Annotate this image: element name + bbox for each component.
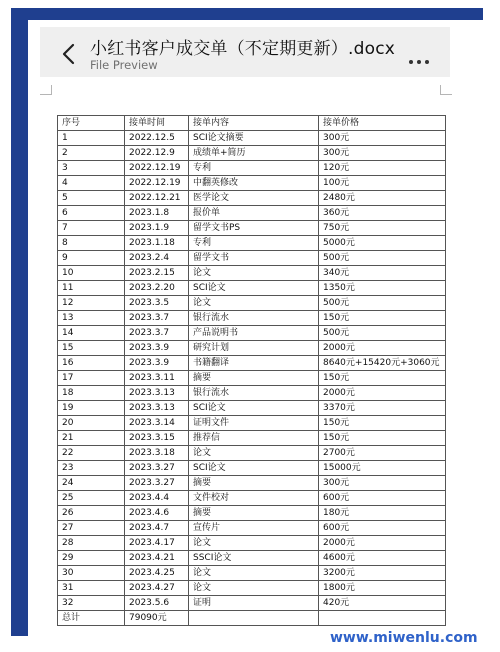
table-cell: 2000元: [319, 341, 446, 356]
table-cell: 26: [58, 506, 125, 521]
table-cell: 420元: [319, 596, 446, 611]
table-cell: 2000元: [319, 536, 446, 551]
table-cell: 120元: [319, 161, 446, 176]
table-row: [58, 521, 446, 536]
table-cell: 750元: [319, 221, 446, 236]
total-value: 79090元: [125, 611, 189, 626]
table-cell: 研究计划: [189, 341, 319, 356]
table-cell: 摘要: [189, 371, 319, 386]
table-cell: 1350元: [319, 281, 446, 296]
table-cell: 600元: [319, 521, 446, 536]
table-cell: 书籍翻译: [189, 356, 319, 371]
table-cell: 300元: [319, 131, 446, 146]
table-cell: 16: [58, 356, 125, 371]
table-cell: SCI论文: [189, 401, 319, 416]
table-row: [58, 281, 446, 296]
table-cell: 7: [58, 221, 125, 236]
table-cell: 15: [58, 341, 125, 356]
table-cell: 论文: [189, 446, 319, 461]
crop-mark: [440, 85, 441, 95]
table-cell: 推荐信: [189, 431, 319, 446]
watermark: www.miwenlu.com: [330, 630, 478, 646]
table-cell: 留学文书: [189, 251, 319, 266]
crop-mark: [51, 85, 52, 95]
document-subtitle: File Preview: [90, 58, 158, 72]
table-cell: 2023.4.17: [125, 536, 189, 551]
table-cell: 2023.2.4: [125, 251, 189, 266]
table-cell: 摘要: [189, 506, 319, 521]
table-cell: 2700元: [319, 446, 446, 461]
table-body: [58, 131, 446, 626]
table-cell: 21: [58, 431, 125, 446]
table-cell: 论文: [189, 536, 319, 551]
table-cell: 150元: [319, 311, 446, 326]
table-cell: 2023.3.5: [125, 296, 189, 311]
table-cell: 30: [58, 566, 125, 581]
table-cell: 2480元: [319, 191, 446, 206]
table-cell: 9: [58, 251, 125, 266]
table-cell: 2023.1.18: [125, 236, 189, 251]
table-row: [58, 461, 446, 476]
table-row: [58, 176, 446, 191]
table-cell: 2023.3.27: [125, 461, 189, 476]
table-row: [58, 266, 446, 281]
table-cell: 5000元: [319, 236, 446, 251]
table-cell: 摘要: [189, 476, 319, 491]
table-cell: 600元: [319, 491, 446, 506]
table-cell: 2023.1.8: [125, 206, 189, 221]
table-cell: SCI论文摘要: [189, 131, 319, 146]
table-cell: 23: [58, 461, 125, 476]
column-header: 接单内容: [189, 116, 319, 131]
table-row: [58, 551, 446, 566]
table-row: [58, 131, 446, 146]
table-row: [58, 536, 446, 551]
table-cell: 2023.4.21: [125, 551, 189, 566]
table-cell: 2022.12.5: [125, 131, 189, 146]
table-row: [58, 386, 446, 401]
table-cell: 2023.3.7: [125, 311, 189, 326]
table-cell: 25: [58, 491, 125, 506]
table-cell: 证明: [189, 596, 319, 611]
table-cell: 31: [58, 581, 125, 596]
table-row: [58, 581, 446, 596]
table-cell: 2023.1.9: [125, 221, 189, 236]
column-header: 接单价格: [319, 116, 446, 131]
table-row: [58, 491, 446, 506]
table-cell: 2023.3.11: [125, 371, 189, 386]
table-cell: 3200元: [319, 566, 446, 581]
total-label: 总计: [58, 611, 125, 626]
table-cell: 2023.2.20: [125, 281, 189, 296]
table-cell: 2023.3.9: [125, 341, 189, 356]
table-row: [58, 191, 446, 206]
table-cell: 5: [58, 191, 125, 206]
table-cell: 29: [58, 551, 125, 566]
table-row: [58, 341, 446, 356]
table-cell: 论文: [189, 296, 319, 311]
table-cell: 证明文件: [189, 416, 319, 431]
table-row: [58, 596, 446, 611]
table-cell: 4: [58, 176, 125, 191]
table-cell: 500元: [319, 296, 446, 311]
table-cell: 180元: [319, 506, 446, 521]
table-row: [58, 356, 446, 371]
table-cell: 2000元: [319, 386, 446, 401]
table-cell: 2023.3.27: [125, 476, 189, 491]
table-cell: 2023.3.18: [125, 446, 189, 461]
table-cell: 3370元: [319, 401, 446, 416]
table-cell: 报价单: [189, 206, 319, 221]
table-cell: 300元: [319, 476, 446, 491]
table-row: [58, 566, 446, 581]
table-cell: 27: [58, 521, 125, 536]
table-cell: 2023.3.7: [125, 326, 189, 341]
table-cell: 3: [58, 161, 125, 176]
table-cell: 论文: [189, 581, 319, 596]
table-cell: 医学论文: [189, 191, 319, 206]
table-cell: 14: [58, 326, 125, 341]
table-row: [58, 416, 446, 431]
table-cell: 19: [58, 401, 125, 416]
table-row: [58, 236, 446, 251]
table-cell: 银行流水: [189, 386, 319, 401]
table-cell: 银行流水: [189, 311, 319, 326]
table-cell: 宣传片: [189, 521, 319, 536]
table-cell: 13: [58, 311, 125, 326]
table-cell: 中翻英修改: [189, 176, 319, 191]
table-row: [58, 251, 446, 266]
table-cell: 1: [58, 131, 125, 146]
table-cell: 12: [58, 296, 125, 311]
table-cell: 2023.5.6: [125, 596, 189, 611]
table-header-row: [58, 116, 446, 131]
crop-mark: [440, 94, 452, 95]
table-cell: 24: [58, 476, 125, 491]
table-cell: SCI论文: [189, 461, 319, 476]
table-row: [58, 326, 446, 341]
table-row: [58, 371, 446, 386]
total-row: [58, 611, 446, 626]
table-row: [58, 476, 446, 491]
table-cell: 10: [58, 266, 125, 281]
table-cell: 2: [58, 146, 125, 161]
table-cell: 28: [58, 536, 125, 551]
column-header: 接单时间: [125, 116, 189, 131]
table-cell: 150元: [319, 431, 446, 446]
table-cell: 文件校对: [189, 491, 319, 506]
table-cell: 2023.4.7: [125, 521, 189, 536]
table-cell: 500元: [319, 251, 446, 266]
table-cell: 2022.12.21: [125, 191, 189, 206]
table-cell: 2023.3.15: [125, 431, 189, 446]
table-cell: 2023.2.15: [125, 266, 189, 281]
table-row: [58, 446, 446, 461]
table-cell: 2023.3.9: [125, 356, 189, 371]
orders-table: [57, 115, 446, 626]
chevron-left-icon: [57, 36, 81, 72]
table-row: [58, 401, 446, 416]
table-cell: 2023.4.25: [125, 566, 189, 581]
table-row: [58, 431, 446, 446]
table-cell: 2023.3.14: [125, 416, 189, 431]
back-button[interactable]: [57, 36, 81, 72]
table-cell: 2022.12.19: [125, 161, 189, 176]
more-horizontal-icon: [408, 59, 430, 65]
table-row: [58, 221, 446, 236]
table-cell: 22: [58, 446, 125, 461]
table-cell: 留学文书PS: [189, 221, 319, 236]
table-cell: 11: [58, 281, 125, 296]
table-cell: 15000元: [319, 461, 446, 476]
table-row: [58, 206, 446, 221]
table-cell: 100元: [319, 176, 446, 191]
table-cell: 340元: [319, 266, 446, 281]
table-cell: 8640元+15420元+3060元: [319, 356, 446, 371]
table-cell: 2023.3.13: [125, 386, 189, 401]
table-cell: 成绩单+简历: [189, 146, 319, 161]
table-cell: 专利: [189, 236, 319, 251]
table-cell: [319, 611, 446, 626]
table-cell: 2023.4.27: [125, 581, 189, 596]
table-cell: 产品说明书: [189, 326, 319, 341]
table-row: [58, 506, 446, 521]
table-cell: 2023.4.4: [125, 491, 189, 506]
table-cell: 300元: [319, 146, 446, 161]
table-cell: 150元: [319, 416, 446, 431]
table-cell: 17: [58, 371, 125, 386]
table-cell: 4600元: [319, 551, 446, 566]
table-cell: [189, 611, 319, 626]
table-cell: 8: [58, 236, 125, 251]
table-cell: 专利: [189, 161, 319, 176]
table-cell: 2023.4.6: [125, 506, 189, 521]
table-cell: 150元: [319, 371, 446, 386]
table-cell: 论文: [189, 566, 319, 581]
table-cell: 2022.12.19: [125, 176, 189, 191]
table-cell: 20: [58, 416, 125, 431]
table-cell: SSCI论文: [189, 551, 319, 566]
table-cell: 1800元: [319, 581, 446, 596]
table-row: [58, 161, 446, 176]
table-cell: 论文: [189, 266, 319, 281]
table-cell: 2023.3.13: [125, 401, 189, 416]
table-cell: SCI论文: [189, 281, 319, 296]
table-cell: 360元: [319, 206, 446, 221]
document-title: 小红书客户成交单（不定期更新）.docx: [90, 39, 396, 59]
table-cell: 500元: [319, 326, 446, 341]
table-cell: 18: [58, 386, 125, 401]
more-button[interactable]: [408, 50, 430, 56]
column-header: 序号: [58, 116, 125, 131]
table-row: [58, 311, 446, 326]
table-row: [58, 146, 446, 161]
table-cell: 6: [58, 206, 125, 221]
table-row: [58, 296, 446, 311]
table-cell: 32: [58, 596, 125, 611]
table-cell: 2022.12.9: [125, 146, 189, 161]
